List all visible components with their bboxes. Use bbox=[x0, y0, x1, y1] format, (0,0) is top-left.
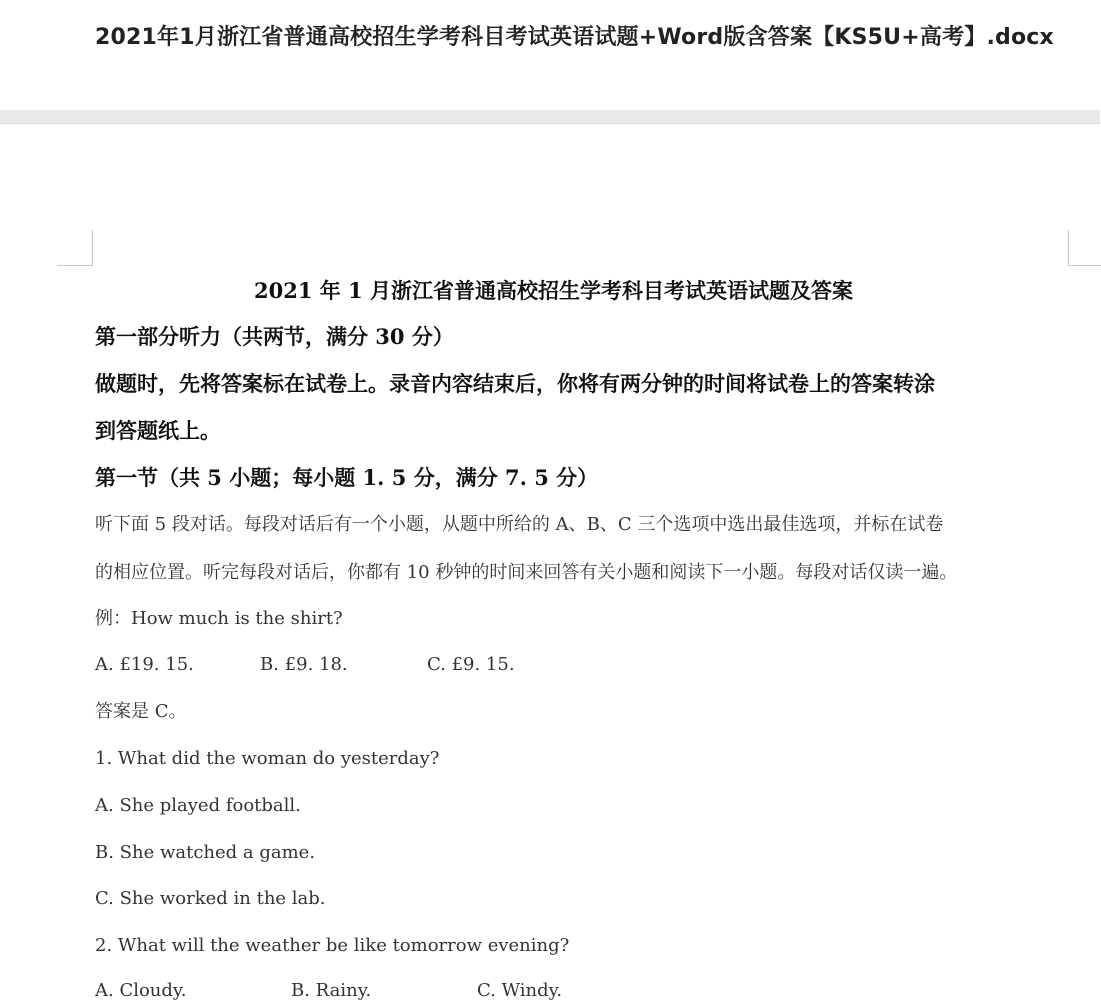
instruction-line-2: 到答题纸上。 bbox=[95, 418, 221, 443]
document-title: 2021 年 1 月浙江省普通高校招生学考科目考试英语试题及答案 bbox=[254, 278, 853, 303]
question-2-options bbox=[95, 976, 615, 1006]
document-file-title: 2021年1月浙江省普通高校招生学考科目考试英语试题+Word版含答案【KS5U+高考】.docx bbox=[95, 25, 1054, 50]
question-2: 2. What will the weather be like tomorrow evening? bbox=[95, 935, 570, 956]
question-2-option-c: C. Windy. bbox=[477, 980, 563, 1001]
question-1-option-a: A. She played football. bbox=[95, 795, 301, 816]
example-option-a: A. £19. 15. bbox=[95, 654, 194, 675]
question-2-option-a: A. Cloudy. bbox=[95, 980, 187, 1001]
example-answer: 答案是 C。 bbox=[95, 701, 187, 722]
question-1: 1. What did the woman do yesterday? bbox=[95, 748, 440, 769]
crop-mark-top-left bbox=[57, 230, 93, 266]
directions-line-1: 听下面 5 段对话。每段对话后有一个小题，从题中所给的 A、B、C 三个选项中选出最佳选项，并标在试卷 bbox=[95, 514, 944, 535]
section-one-heading: 第一节（共 5 小题；每小题 1. 5 分，满分 7. 5 分） bbox=[95, 465, 599, 490]
question-1-option-b: B. She watched a game. bbox=[95, 842, 316, 863]
example-option-b: B. £9. 18. bbox=[260, 654, 348, 675]
document-page bbox=[0, 124, 1100, 1001]
question-2-option-b: B. Rainy. bbox=[291, 980, 372, 1001]
instruction-line-1: 做题时，先将答案标在试卷上。录音内容结束后，你将有两分钟的时间将试卷上的答案转涂 bbox=[95, 371, 935, 396]
crop-mark-top-right bbox=[1068, 230, 1101, 266]
part-one-heading: 第一部分听力（共两节，满分 30 分） bbox=[95, 324, 454, 349]
example-question: 例：How much is the shirt? bbox=[95, 608, 343, 629]
viewer-divider bbox=[0, 110, 1100, 124]
question-1-option-c: C. She worked in the lab. bbox=[95, 888, 326, 909]
directions-line-2: 的相应位置。听完每段对话后，你都有 10 秒钟的时间来回答有关小题和阅读下一小题。每段对话仅读一遍。 bbox=[95, 562, 958, 583]
example-options bbox=[95, 650, 615, 680]
example-option-c: C. £9. 15. bbox=[427, 654, 515, 675]
